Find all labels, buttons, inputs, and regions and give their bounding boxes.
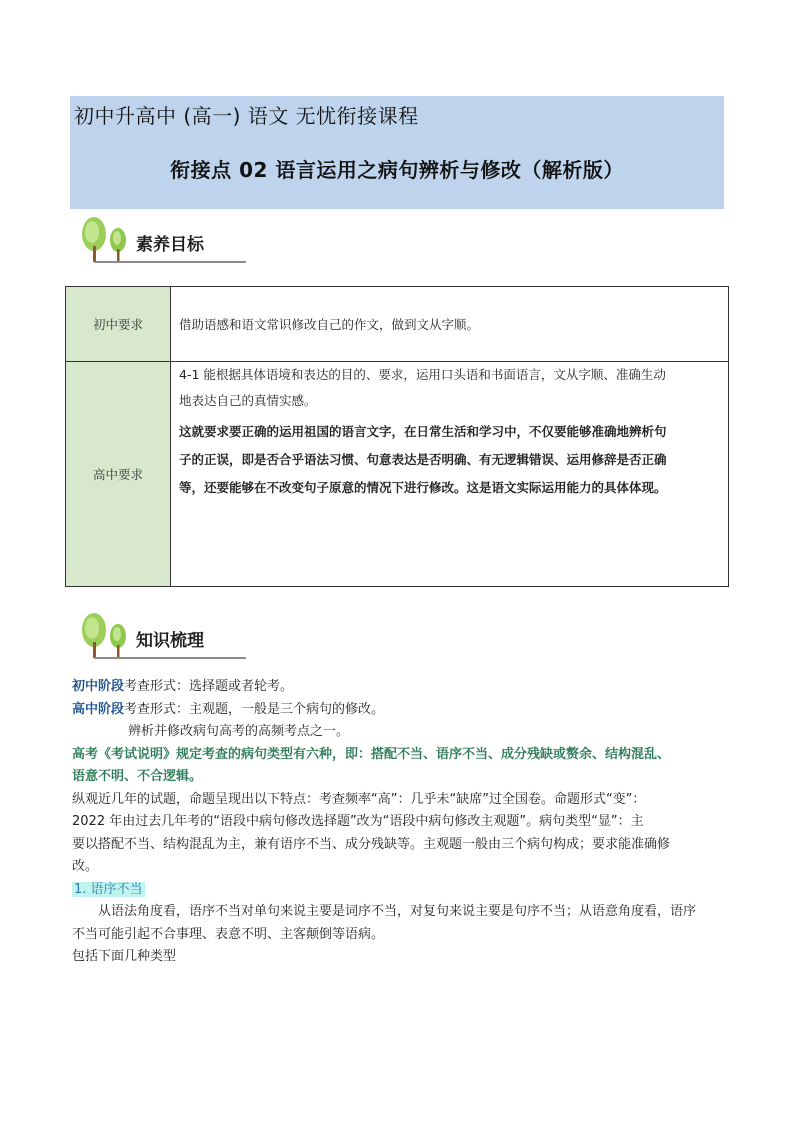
section-title-goals: 素养目标 xyxy=(136,235,204,255)
row-label-senior: 高中要求 xyxy=(66,362,171,587)
senior-stage-text: 考查形式：主观题，一般是三个病句的修改。 xyxy=(124,701,385,717)
trend-line: 改。 xyxy=(72,859,99,874)
trend-line: 纵观近几年的试题，命题呈现出以下特点：考查频率“高”：几乎未“缺席”过全国卷。命题形式“变”： xyxy=(72,791,646,807)
trend-line: 要以搭配不当、结构混乱为主，兼有语序不当、成分残缺等。主观题一般由三个病句构成；要求能准确修 xyxy=(72,836,671,852)
exam-types-line: 高考《考试说明》规定考查的病句类型有六种，即：搭配不当、语序不当、成分残缺或赘余、结构混乱、 xyxy=(72,746,671,762)
two-trees-icon xyxy=(76,612,136,660)
exam-types-line: 语意不明、不合逻辑。 xyxy=(72,769,203,784)
junior-stage-label: 初中阶段 xyxy=(72,679,125,694)
junior-stage-text: 考查形式：选择题或者轮考。 xyxy=(124,679,294,694)
senior-requirement-line: 地表达自己的真情实感。 xyxy=(179,393,317,408)
section-underline xyxy=(94,261,246,263)
row-content-junior xyxy=(171,287,729,362)
section-header-knowledge xyxy=(76,612,256,660)
junior-stage-paragraph xyxy=(72,676,732,699)
senior-requirement-bold-line: 等，还要能够在不改变句子原意的情况下进行修改。这是语文实际运用能力的具体体现。 xyxy=(179,480,667,495)
two-trees-icon xyxy=(76,216,136,264)
row-label-junior: 初中要求 xyxy=(66,287,171,362)
word-order-line: 从语法角度看，语序不当对单句来说主要是词序不当，对复句来说主要是句序不当；从语意角度看，语序 xyxy=(98,904,697,919)
key-point-text: 辨析并修改病句高考的高频考点之一。 xyxy=(128,724,350,739)
senior-requirement-bold-line: 这就要求要正确的运用祖国的语言文字，在日常生活和学习中，不仅要能够准确地辨析句 xyxy=(179,424,667,439)
row-content-senior xyxy=(171,362,729,587)
section-header-goals xyxy=(76,216,256,264)
senior-requirement-bold-line: 子的正误，即是否合乎语法习惯、句意表达是否明确、有无逻辑错误、运用修辞是否正确 xyxy=(179,452,667,467)
section-title-knowledge: 知识梳理 xyxy=(136,631,204,651)
senior-stage-paragraph xyxy=(72,699,732,722)
trend-line: 2022 年由过去几年考的“语段中病句修改选择题”改为“语段中病句修改主观题”。病句类型“显”：主 xyxy=(72,814,644,829)
junior-requirement-text: 借助语感和语文常识修改自己的作文，做到文从字顺。 xyxy=(179,317,480,332)
subheading-row xyxy=(72,879,732,902)
word-order-line: 不当可能引起不合事理、表意不明、主客颠倒等语病。 xyxy=(72,926,385,942)
lesson-title: 衔接点 02 语言运用之病句辨析与修改（解析版） xyxy=(170,158,624,182)
subheading-word-order: 1. 语序不当 xyxy=(74,881,143,897)
table-row xyxy=(66,287,729,362)
knowledge-body xyxy=(72,676,732,969)
requirements-table xyxy=(65,286,729,587)
senior-requirement-line: 4-1 能根据具体语境和表达的目的、要求，运用口头语和书面语言，文从字顺、准确生动 xyxy=(179,367,666,382)
table-row xyxy=(66,362,729,587)
course-title: 初中升高中 (高一) 语文 无忧衔接课程 xyxy=(74,104,419,128)
section-underline xyxy=(94,657,246,659)
title-banner xyxy=(70,96,724,209)
senior-stage-label: 高中阶段 xyxy=(72,701,125,717)
types-intro: 包括下面几种类型 xyxy=(72,949,177,964)
